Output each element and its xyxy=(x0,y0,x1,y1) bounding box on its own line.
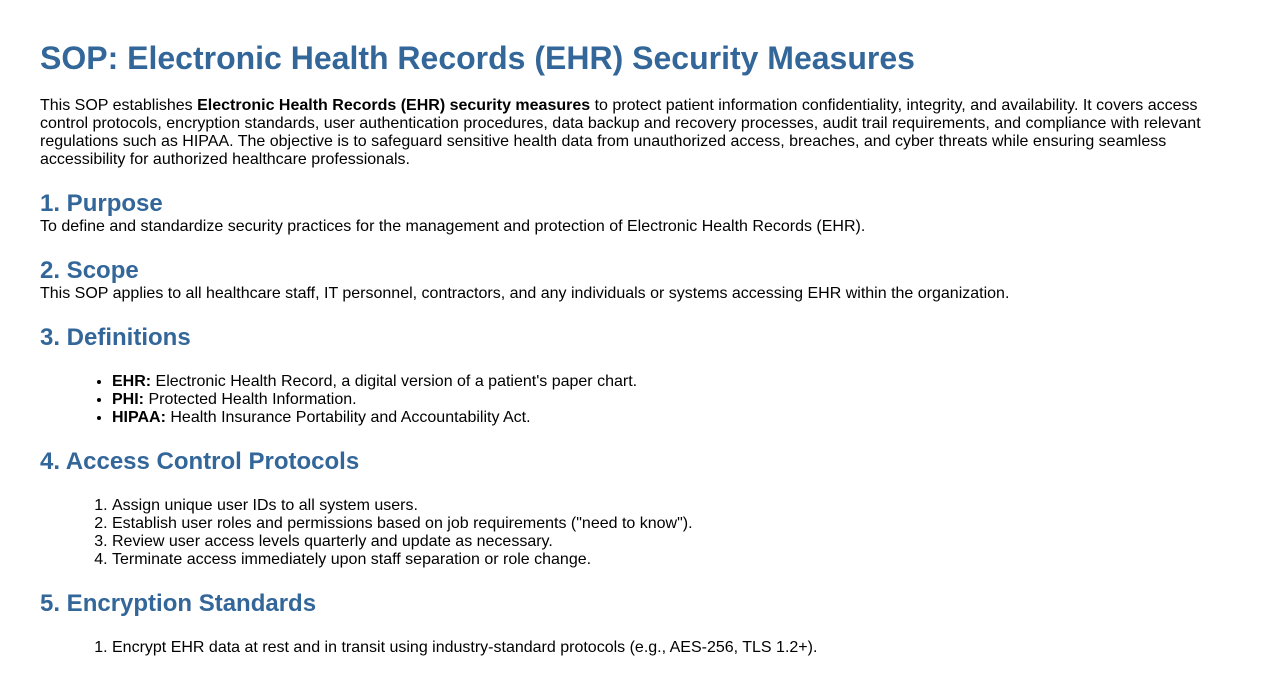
intro-text-before: This SOP establishes xyxy=(40,97,198,114)
definition-item xyxy=(112,409,1223,427)
section-heading-definitions: 3. Definitions xyxy=(40,324,191,351)
list-item: 2. Establish user roles and permissions based on job requirements ("need to know"). xyxy=(112,515,1223,533)
section-heading-scope: 2. Scope xyxy=(40,257,139,284)
section-heading-encryption: 5. Encryption Standards xyxy=(40,590,317,617)
intro-text-after: to protect patient information confidentiality, integrity, and availability. It covers access control protocols, encryption standards, user authentication procedures, data backup and recovery processes, audit trail requirements, and compliance with relevant regulations such as HIPAA. The objective is to safeguard sensitive health data from unauthorized access, breaches, and cyber threats while ensuring seamless accessibility for authorized healthcare professionals. xyxy=(40,97,1201,168)
definition-desc: Protected Health Information. xyxy=(144,391,357,408)
access-control-list xyxy=(40,497,1223,569)
definition-term: HIPAA: xyxy=(112,409,166,426)
definition-item xyxy=(112,391,1223,409)
definition-term: EHR: xyxy=(112,373,152,390)
definition-term: PHI: xyxy=(112,391,144,408)
scope-text: This SOP applies to all healthcare staff, IT personnel, contractors, and any individuals or systems accessing EHR within the organization. xyxy=(40,285,1010,302)
section-heading-purpose: 1. Purpose xyxy=(40,190,163,217)
section-heading-access-control: 4. Access Control Protocols xyxy=(40,448,360,475)
definition-desc: Electronic Health Record, a digital version of a patient's paper chart. xyxy=(151,373,638,390)
list-item: 1. Assign unique user IDs to all system users. xyxy=(112,497,1223,515)
definitions-list xyxy=(40,373,1223,427)
intro-paragraph xyxy=(40,97,1215,169)
list-item: 1. Encrypt EHR data at rest and in transit using industry-standard protocols (e.g., AES-256, TLS 1.2+). xyxy=(112,639,1223,657)
purpose-text: To define and standardize security practices for the management and protection of Electronic Health Records (EHR). xyxy=(40,218,866,235)
intro-text-bold: Electronic Health Records (EHR) security measures xyxy=(197,97,591,114)
encryption-list xyxy=(40,639,1223,657)
list-item: 4. Terminate access immediately upon staff separation or role change. xyxy=(112,551,1223,569)
list-item: 3. Review user access levels quarterly and update as necessary. xyxy=(112,533,1223,551)
definition-item xyxy=(112,373,1223,391)
definition-desc: Health Insurance Portability and Accountability Act. xyxy=(165,409,531,426)
page-title: SOP: Electronic Health Records (EHR) Security Measures xyxy=(40,40,915,76)
